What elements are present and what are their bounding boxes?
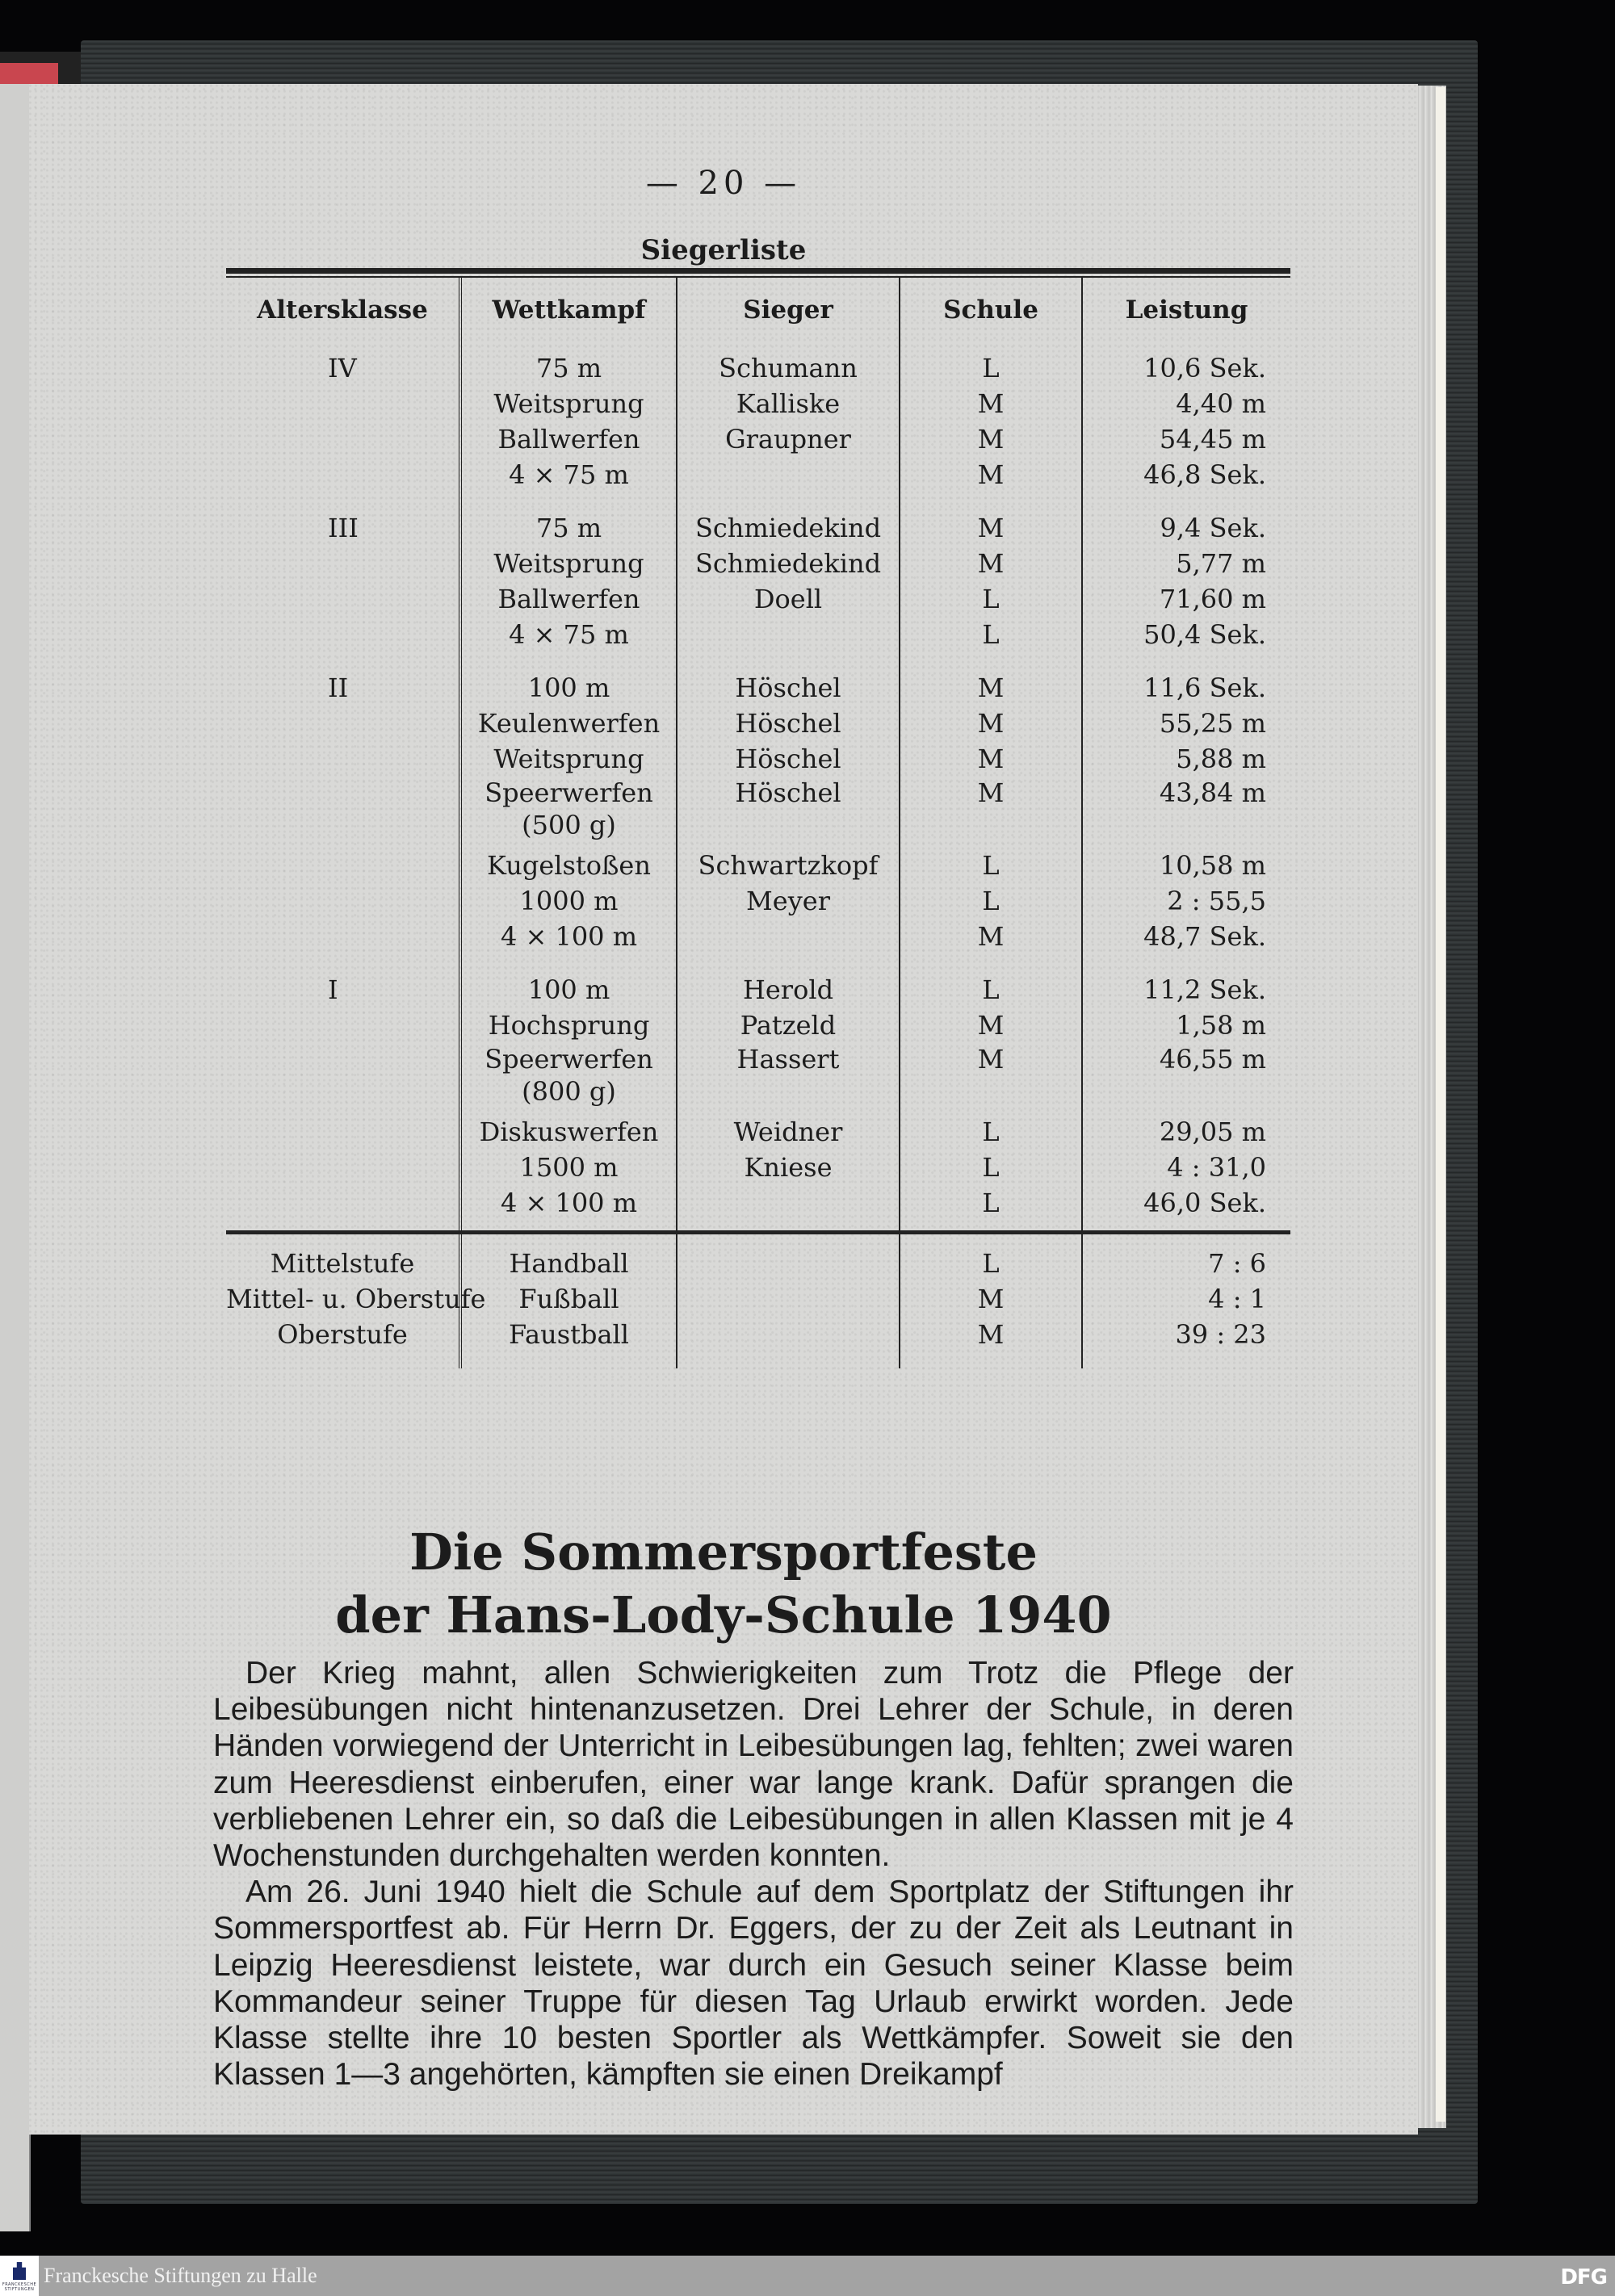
header-schule: Schule [900, 278, 1082, 342]
event-name: Speerwerfen (500 g) [484, 777, 653, 840]
result-value: 46,8 Sek. [1143, 459, 1266, 490]
result-value: 7 : 6 [1208, 1248, 1266, 1279]
event-name: 75 m [535, 513, 602, 543]
event-name: Speerwerfen (800 g) [484, 1044, 653, 1107]
result-value: 4 : 31,0 [1167, 1152, 1266, 1183]
cell-leistung [1082, 502, 1290, 662]
page-number: — 20 — [645, 165, 802, 202]
winner-name [677, 1281, 899, 1317]
school-code: L [982, 353, 1000, 383]
winner-name [677, 457, 899, 492]
table-row-games [226, 1234, 1290, 1368]
winner-name [677, 617, 899, 652]
winner-name [677, 1246, 899, 1281]
event-name: 75 m [535, 353, 602, 383]
cell-altersklasse [226, 964, 460, 1230]
result-value: 54,45 m [1159, 424, 1266, 455]
school-code: L [982, 584, 1000, 614]
cell-leistung [1082, 342, 1290, 502]
footer-bar [0, 2256, 1615, 2296]
school-code: M [977, 424, 1005, 455]
event-name: 4 × 100 m [500, 921, 638, 952]
cell-leistung [1082, 1234, 1290, 1368]
table-row-group [226, 502, 1290, 662]
cell-sieger [677, 342, 900, 502]
bookmark-ribbon [0, 63, 58, 84]
school-code: M [977, 1010, 1005, 1041]
cell-sieger [677, 964, 900, 1230]
event-name: 4 × 100 m [500, 1188, 638, 1218]
winner-name: Schwartzkopf [698, 850, 879, 881]
event-name: 4 × 75 m [509, 619, 629, 650]
event-name: Weitsprung [493, 744, 644, 774]
school-code: M [977, 513, 1005, 543]
result-value: 48,7 Sek. [1143, 921, 1266, 952]
event-name: Keulenwerfen [477, 708, 661, 739]
school-code: M [977, 777, 1005, 808]
class-label: Oberstufe [277, 1319, 408, 1350]
article-title [29, 1521, 1418, 1647]
table-row-group [226, 662, 1290, 964]
event-name: 100 m [527, 672, 610, 703]
result-value: 11,6 Sek. [1143, 672, 1266, 703]
winner-name: Meyer [745, 886, 830, 916]
winner-name: Schumann [719, 353, 858, 383]
winner-name: Herold [742, 974, 834, 1005]
winner-name: Patzeld [740, 1010, 837, 1041]
result-value: 50,4 Sek. [1143, 619, 1266, 650]
cell-wettkampf [460, 964, 677, 1230]
class-label: III [328, 513, 359, 543]
result-value: 46,0 Sek. [1143, 1188, 1266, 1218]
cell-altersklasse [226, 502, 460, 662]
winner-name: Hassert [736, 1044, 840, 1075]
results-body [226, 342, 1290, 1230]
winner-name: Weidner [733, 1117, 843, 1147]
class-label: Mittelstufe [270, 1248, 415, 1279]
winner-name [677, 1185, 899, 1221]
table-top-rule [226, 268, 1290, 274]
event-name: Weitsprung [493, 548, 644, 579]
event-name: 1500 m [519, 1152, 619, 1183]
winner-name [677, 1317, 899, 1352]
winners-table [226, 268, 1290, 1368]
result-value: 10,58 m [1159, 850, 1266, 881]
school-code: L [982, 1117, 1000, 1147]
class-label: IV [328, 353, 357, 383]
table-row-group [226, 342, 1290, 502]
article-title-line-2: der Hans-Lody-Schule 1940 [335, 1586, 1112, 1644]
cell-altersklasse [226, 1234, 486, 1368]
page-edge-highlight [1436, 87, 1445, 2122]
school-code: M [977, 672, 1005, 703]
franckesche-stiftungen-logo-icon [0, 2256, 39, 2296]
facing-page-edge [0, 84, 31, 2231]
winner-name: Höschel [735, 744, 841, 774]
result-value: 43,84 m [1159, 777, 1266, 808]
result-value: 2 : 55,5 [1167, 886, 1266, 916]
results-table [226, 278, 1290, 1230]
school-code: M [977, 459, 1005, 490]
class-label: I [328, 974, 338, 1005]
school-code: L [982, 1248, 1000, 1279]
result-value: 5,77 m [1176, 548, 1266, 579]
school-code: M [977, 388, 1005, 419]
header-leistung: Leistung [1082, 278, 1290, 342]
cell-altersklasse [226, 342, 460, 502]
table-header-row [226, 278, 1290, 342]
cell-wettkampf [460, 342, 677, 502]
result-value: 11,2 Sek. [1143, 974, 1266, 1005]
event-name: Diskuswerfen [479, 1117, 659, 1147]
result-value: 29,05 m [1159, 1117, 1266, 1147]
winner-name: Schmiedekind [694, 513, 882, 543]
winner-name: Höschel [735, 777, 841, 808]
cell-schule [900, 662, 1082, 964]
table-row-group [226, 964, 1290, 1230]
header-altersklasse: Altersklasse [257, 295, 428, 325]
result-value: 46,55 m [1159, 1044, 1266, 1075]
cell-sieger [677, 1234, 900, 1368]
school-code: M [977, 1319, 1005, 1350]
event-name: Weitsprung [493, 388, 644, 419]
scanned-page [29, 84, 1418, 2135]
cell-wettkampf [460, 502, 677, 662]
event-name: Faustball [508, 1319, 630, 1350]
cell-wettkampf [460, 662, 677, 964]
class-label: Mittel- u. Oberstufe [226, 1284, 486, 1314]
winner-name: Doell [753, 584, 823, 614]
school-code: L [982, 1152, 1000, 1183]
article-paragraph: Am 26. Juni 1940 hielt die Schule auf dem Sportplatz der Stiftungen ihr Sommersportfest ab. Für Herrn Dr. Eggers, der zu der Zeit als Leutnant in Leipzig Heeresdienst leistete, war durch ein Gesuch seiner Klasse beim Kommandeur seiner Truppe für diesen Tag Urlaub erwirkt worden. Jede Klasse stellte ihre 10 besten Sportler als Wettkämpfer. Soweit sie den Klassen 1—3 angehörten, kämpften sie einen Dreikampf [213, 1875, 1294, 2093]
header-sieger: Sieger [677, 278, 900, 342]
logo-figure [13, 2262, 26, 2280]
header-wettkampf: Wettkampf [460, 278, 677, 342]
winner-name: Kalliske [736, 388, 841, 419]
table-title: Siegerliste [640, 234, 807, 266]
winner-name: Graupner [725, 424, 851, 455]
result-value: 71,60 m [1159, 584, 1266, 614]
event-name: 1000 m [519, 886, 619, 916]
cell-schule [900, 964, 1082, 1230]
result-value: 4 : 1 [1208, 1284, 1266, 1314]
result-value: 4,40 m [1176, 388, 1266, 419]
event-name: Ballwerfen [497, 584, 640, 614]
cell-schule [900, 342, 1082, 502]
school-code: M [977, 744, 1005, 774]
cell-leistung [1082, 662, 1290, 964]
event-name: 100 m [527, 974, 610, 1005]
class-label: II [328, 672, 349, 703]
event-name: 4 × 75 m [509, 459, 629, 490]
event-name: Fußball [518, 1284, 619, 1314]
cell-wettkampf [460, 1234, 677, 1368]
logo-text: FRANCKESCHE STIFTUNGEN [2, 2282, 37, 2292]
event-name: Hochsprung [488, 1010, 650, 1041]
winner-name: Höschel [735, 708, 841, 739]
cell-sieger [677, 662, 900, 964]
cell-sieger [677, 502, 900, 662]
cell-altersklasse [226, 662, 460, 964]
winner-name [677, 919, 899, 954]
result-value: 10,6 Sek. [1143, 353, 1266, 383]
event-name: Ballwerfen [497, 424, 640, 455]
cell-leistung [1082, 964, 1290, 1230]
school-code: M [977, 708, 1005, 739]
school-code: M [977, 921, 1005, 952]
article-body [213, 1655, 1294, 2093]
article-title-line-1: Die Sommersportfeste [409, 1523, 1038, 1582]
school-code: L [982, 886, 1000, 916]
event-name: Kugelstoßen [487, 850, 651, 881]
winner-name: Höschel [735, 672, 841, 703]
event-name: Handball [509, 1248, 629, 1279]
school-code: L [982, 974, 1000, 1005]
dfg-logo[interactable]: DFG [1560, 2265, 1607, 2290]
games-body [226, 1234, 1290, 1368]
result-value: 5,88 m [1176, 744, 1266, 774]
winner-name: Kniese [744, 1152, 833, 1183]
school-code: M [977, 548, 1005, 579]
result-value: 55,25 m [1159, 708, 1266, 739]
result-value: 39 : 23 [1175, 1319, 1266, 1350]
school-code: L [982, 850, 1000, 881]
school-code: M [977, 1044, 1005, 1075]
cell-schule [900, 1234, 1082, 1368]
games-table [226, 1234, 1290, 1368]
result-value: 9,4 Sek. [1160, 513, 1266, 543]
winner-name: Schmiedekind [694, 548, 882, 579]
cell-schule [900, 502, 1082, 662]
institution-name[interactable]: Franckesche Stiftungen zu Halle [44, 2264, 317, 2287]
school-code: L [982, 619, 1000, 650]
article-paragraph: Der Krieg mahnt, allen Schwierigkeiten zum Trotz die Pflege der Leibesübungen nicht hintenanzusetzen. Drei Lehrer der Schule, in deren Händen vorwiegend der Unterricht in Leibesübungen lag, fehlten; zwei waren zum Heeresdienst einberufen, einer war lange krank. Dafür sprangen die verbliebenen Lehrer ein, so daß die Leibesübungen in allen Klassen mit je 4 Wochenstunden durchgehalten werden konnten. [213, 1656, 1294, 1874]
school-code: M [977, 1284, 1005, 1314]
result-value: 1,58 m [1176, 1010, 1266, 1041]
school-code: L [982, 1188, 1000, 1218]
